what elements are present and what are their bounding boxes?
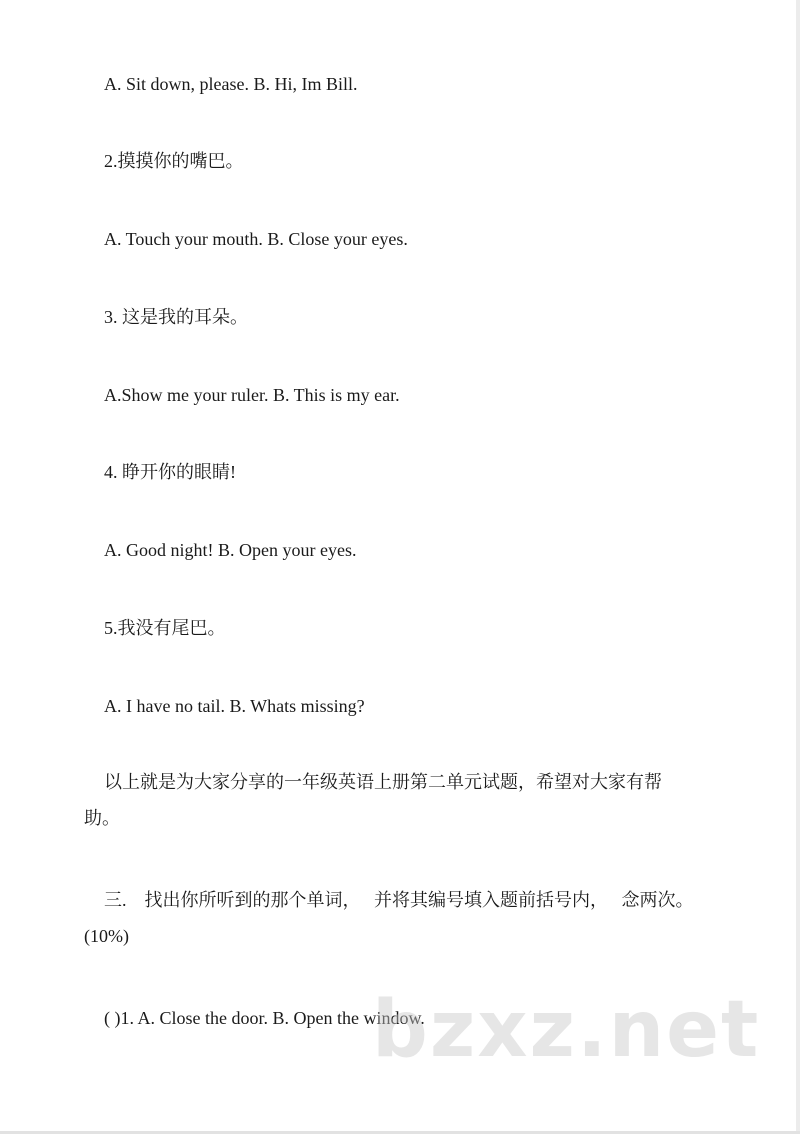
option-line-4: A. Good night! B. Open your eyes. (104, 540, 357, 560)
question-2: 2.摸摸你的嘴巴。 (104, 151, 244, 171)
closing-line-2: 助。 (84, 808, 120, 828)
closing-line-1: 以上就是为大家分享的一年级英语上册第二单元试题，希望对大家有帮 (104, 772, 662, 792)
option-line-3: A.Show me your ruler. B. This is my ear. (104, 385, 400, 405)
section-3-line-2: (10%) (84, 926, 129, 946)
option-line-5: A. I have no tail. B. Whats missing? (104, 696, 365, 716)
listening-question-1: ( )1. A. Close the door. B. Open the window. (104, 1008, 425, 1028)
closing-paragraph (84, 764, 704, 836)
question-4: 4. 睁开你的眼睛! (104, 462, 236, 482)
question-3: 3. 这是我的耳朵。 (104, 307, 248, 327)
section-3-heading (84, 882, 724, 954)
watermark-logo: bzxz.net (372, 985, 761, 1075)
option-line-1: A. Sit down, please. B. Hi, Im Bill. (104, 74, 358, 94)
question-5: 5.我没有尾巴。 (104, 618, 226, 638)
section-3-line-1: 三. 找出你所听到的那个单词， 并将其编号填入题前括号内， 念两次。 (104, 890, 694, 910)
option-line-2: A. Touch your mouth. B. Close your eyes. (104, 229, 408, 249)
page-edge-right (796, 0, 800, 1134)
